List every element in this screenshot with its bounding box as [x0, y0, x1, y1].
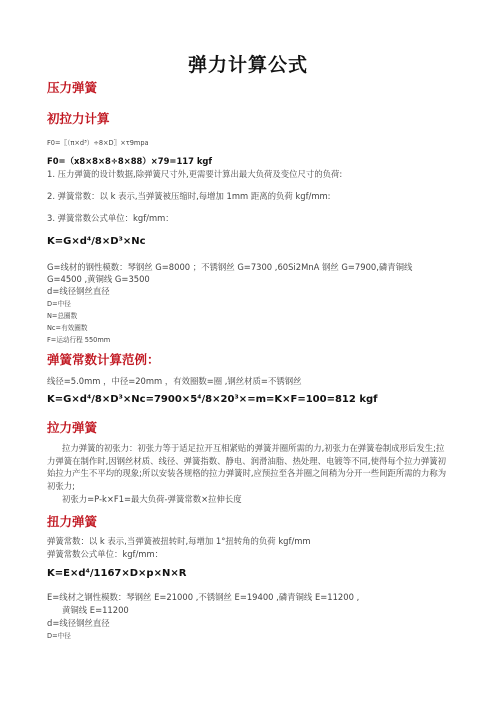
g-modulus-line-2: G=4500 ,黄铜线 G=3500 [47, 274, 150, 284]
tension-paragraph: 拉力弹簧的初张力：初张力等于适足拉开互相紧贴的弹簧并圈所需的力,初张力在弹簧卷制成形后发生;拉力弹簧在制作时,因钢丝材质、线径、弹簧指数、静电、润滑油脂、热处理、电镀等不同,使得每个拉力弹簧初始拉力产生不平均的现象;所以安装各规格的拉力弹簧时,应预拉至各并圈之间稍为分开一些间距所需的力称为初张力; [47, 443, 447, 491]
heading-torsion-spring: 扭力弹簧 [47, 514, 98, 529]
spring-constant-formula: K=G×d⁴/8×D³×Nc [47, 236, 146, 247]
heading-initial-tension: 初拉力计算 [47, 111, 110, 126]
tension-formula: 初张力=P-k×F1=最大负荷-弹簧常数×拉伸长度 [62, 494, 242, 504]
item-2: 2. 弹簧常数：以 k 表示,当弹簧被压缩时,每增加 1mm 距离的负荷 kgf/mm: [47, 191, 331, 201]
def-d-mid-2: D=中径 [47, 632, 71, 640]
g-modulus-line-1: G=线材的钢性模数：琴钢丝 G=8000 ；不锈钢丝 G=7300 ,60Si2MnA 钢丝 G=7900,磷青铜线 [47, 262, 413, 272]
heading-example: 弹簧常数计算范例： [47, 352, 160, 367]
torsion-formula: K=E×d⁴/1167×D×p×N×R [47, 568, 187, 579]
item-1: 1. 压力弹簧的设计数据,除弹簧尺寸外,更需要计算出最大负荷及变位尺寸的负荷: [47, 169, 343, 179]
heading-pressure-spring: 压力弹簧 [47, 80, 98, 95]
def-d-wire-2: d=线径钢丝直径 [47, 618, 110, 628]
def-n-total: N=总圈数 [47, 312, 78, 320]
item-3: 3. 弹簧常数公式单位：kgf/mm： [47, 213, 174, 223]
def-nc-effective: Nc=有效圈数 [47, 324, 88, 332]
e-modulus-line-1: E=线材之钢性模数：琴钢丝 E=21000 ,不锈钢丝 E=19400 ,磷青铜线 E=11200 , [47, 592, 360, 602]
f0-result: F0=（x8×8×8÷8×88）×79=117 kgf [47, 156, 213, 166]
def-d-wire: d=线径钢丝直径 [47, 286, 110, 296]
example-formula: K=G×d⁴/8×D³×Nc=7900×5⁴/8×20³×=m=K×F=100=812 kgf [47, 394, 378, 405]
page-title: 弹力计算公式 [187, 54, 308, 76]
def-d-mid: D=中径 [47, 300, 71, 308]
e-modulus-line-2: 黄铜线 E=11200 [62, 605, 129, 615]
torsion-line-1: 弹簧常数：以 k 表示,当弹簧被扭转时,每增加 1°扭转角的负荷 kgf/mm [47, 536, 311, 546]
example-params: 线径=5.0mm ，中径=20mm ，有效圈数=圈 ,钢丝材质=不锈钢丝 [47, 376, 302, 386]
f0-formula: F0=〖（π×d³）÷8×D〗×τ9mpa [47, 139, 149, 147]
def-f-travel: F=运动行程 550mm [47, 336, 111, 344]
heading-tension-spring: 拉力弹簧 [47, 420, 98, 435]
torsion-line-2: 弹簧常数公式单位：kgf/mm： [47, 549, 164, 559]
